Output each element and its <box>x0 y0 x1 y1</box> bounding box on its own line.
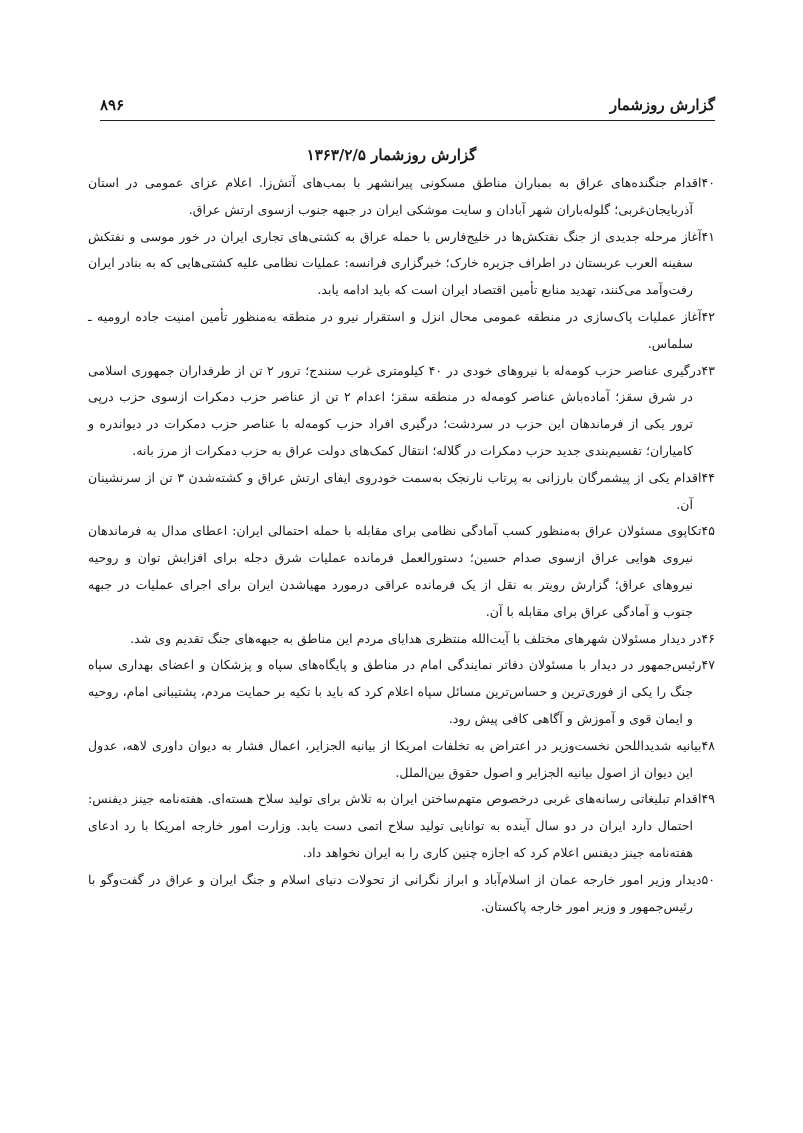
entry-41 <box>88 224 715 304</box>
entry-text: درگیری عناصر حزب کومه‌له با نیروهای خودی در ۴۰ کیلومتری غرب سنندج؛ ترور ۲ تن از طرفداران جمهوری اسلامی در شرق سقز؛ آماده‌باش عناصر کومه‌له در منطقه سقز؛ اعدام ۲ تن از عناصر حزب دمکرات ازسوی حزب درپی ترور یکی از فرماندهان این حزب در سردشت؛ درگیری افراد حزب کومه‌له با عناصر حزب دمکرات در دیواندره و کامیاران؛ تقسیم‌بندی جدید حزب دمکرات در گلاله؛ انتقال کمک‌های دولت عراق به حزب دمکرات از مرز بانه. <box>88 362 702 458</box>
entry-42 <box>88 304 715 358</box>
entry-number: ۴۸ <box>701 737 715 753</box>
entry-48 <box>88 733 715 787</box>
running-header <box>100 94 715 121</box>
entry-49 <box>88 786 715 866</box>
entry-number: ۴۴ <box>701 469 716 485</box>
entry-number: ۴۶ <box>701 630 715 646</box>
entry-text: تکاپوی مسئولان عراق به‌منظور کسب آمادگی نظامی برای مقابله با حمله احتمالی ایران: اعطای مدال به فرماندهان نیروی هوایی عراق ازسوی صدام حسین؛ دستورالعمل فرمانده عملیات شرق دجله برای افزایش توان و روحیه نیروهای عراق؛ گزارش رویتر به نقل از یک فرمانده عراقی درمورد مهیاشدن ایران برای اجرای عملیات در جبهه جنوب و آمادگی عراق برای مقابله با آن. <box>88 523 702 619</box>
entry-number: ۵۰ <box>701 871 715 887</box>
entry-number: ۴۱ <box>701 228 715 244</box>
entry-43 <box>88 358 715 465</box>
entry-44 <box>88 465 715 519</box>
header-title: گزارش روزشمار <box>609 96 715 114</box>
entry-text: آغاز مرحله جدیدی از جنگ نفتکش‌ها در خلیج‌فارس با حمله عراق به کشتی‌های تجاری ایران در خور موسی و نفتکش سفینه العرب عربستان در اطراف جزیره خارک؛ خبرگزاری فرانسه: عملیات نظامی علیه کشتی‌هایی که به بنادر ایران رفت‌وآمد می‌کنند، تهدید منابع تأمین اقتصاد ایران است که باید ادامه یابد. <box>88 228 702 298</box>
report-body <box>88 146 715 920</box>
entry-text: آغاز عملیات پاک‌سازی در منطقه عمومی محال انزل و استقرار نیرو در منطقه به‌منظور تأمین امنیت جاده ارومیه ـ سلماس. <box>88 308 702 351</box>
entry-50 <box>88 867 715 921</box>
entry-40 <box>88 170 715 224</box>
entry-45 <box>88 518 715 625</box>
entry-46 <box>88 626 715 653</box>
entry-text: در دیدار مسئولان شهرهای مختلف با آیت‌الله منتظری هدایای مردم این مناطق به جبهه‌های جنگ تقدیم وی شد. <box>130 630 702 646</box>
entry-number: ۴۵ <box>701 523 715 539</box>
report-title: گزارش روزشمار ۱۳۶۳/۲/۵ <box>306 146 477 164</box>
entry-number: ۴۰ <box>701 175 715 190</box>
entry-number: ۴۷ <box>701 657 715 673</box>
entry-text: اقدام یکی از پیشمرگان بارزانی به پرتاب نارنجک به‌سمت خودروی ایفای ارتش عراق و کشته‌شدن ۳ تن از سرنشینان آن. <box>88 469 702 512</box>
entry-text: بیانیه شدیداللحن نخست‌وزیر در اعتراض به تخلفات امریکا از بیانیه الجزایر، اعمال فشار به دیوان داوری لاهه، عدول این دیوان از اصول بیانیه الجزایر و اصول حقوق بین‌الملل. <box>88 737 702 780</box>
entry-text: اقدام تبلیغاتی رسانه‌های غربی درخصوص متهم‌ساختن ایران به تلاش برای تولید سلاح هسته‌ای. هفته‌نامه جینز دیفنس: احتمال دارد ایران در دو سال آینده به توانایی تولید سلاح اتمی دست یابد. وزارت امور خارجه امریکا با رد ادعای هفته‌نامه جینز دیفنس اعلام کرد که اجازه چنین کاری را به ایران نخواهد داد. <box>88 791 702 860</box>
entry-number: ۴۲ <box>701 308 715 324</box>
entry-number: ۴۹ <box>701 791 715 807</box>
entry-number: ۴۳ <box>701 362 716 378</box>
entry-47 <box>88 652 715 732</box>
entry-text: دیدار وزیر امور خارجه عمان از اسلام‌آباد و ابراز نگرانی از تحولات دنیای اسلام و جنگ ایران و عراق در گفت‌وگو با رئیس‌جمهور و وزیر امور خارجه پاکستان. <box>88 871 702 914</box>
entry-text: اقدام جنگنده‌های عراق به بمباران مناطق مسکونی پیرانشهر با بمب‌های آتش‌زا. اعلام عزای عمومی در استان آذربایجان‌غربی؛ گلوله‌باران شهر آبادان و سایت موشکی ایران در جبهه جنوب ازسوی ارتش عراق. <box>88 175 702 217</box>
page-number: ۸۹۶ <box>100 96 125 114</box>
entry-text: رئیس‌جمهور در دیدار با مسئولان دفاتر نمایندگی امام در مناطق و پایگاه‌های سپاه و پزشکان و اعضای بهداری سپاه جنگ را یکی از فوری‌ترین و حساس‌ترین مسائل سپاه اعلام کرد که باید با تکیه بر حمایت مردم، پشتیبانی امام، روحیه و ایمان قوی و آموزش و آگاهی کافی پیش رود. <box>88 657 702 726</box>
